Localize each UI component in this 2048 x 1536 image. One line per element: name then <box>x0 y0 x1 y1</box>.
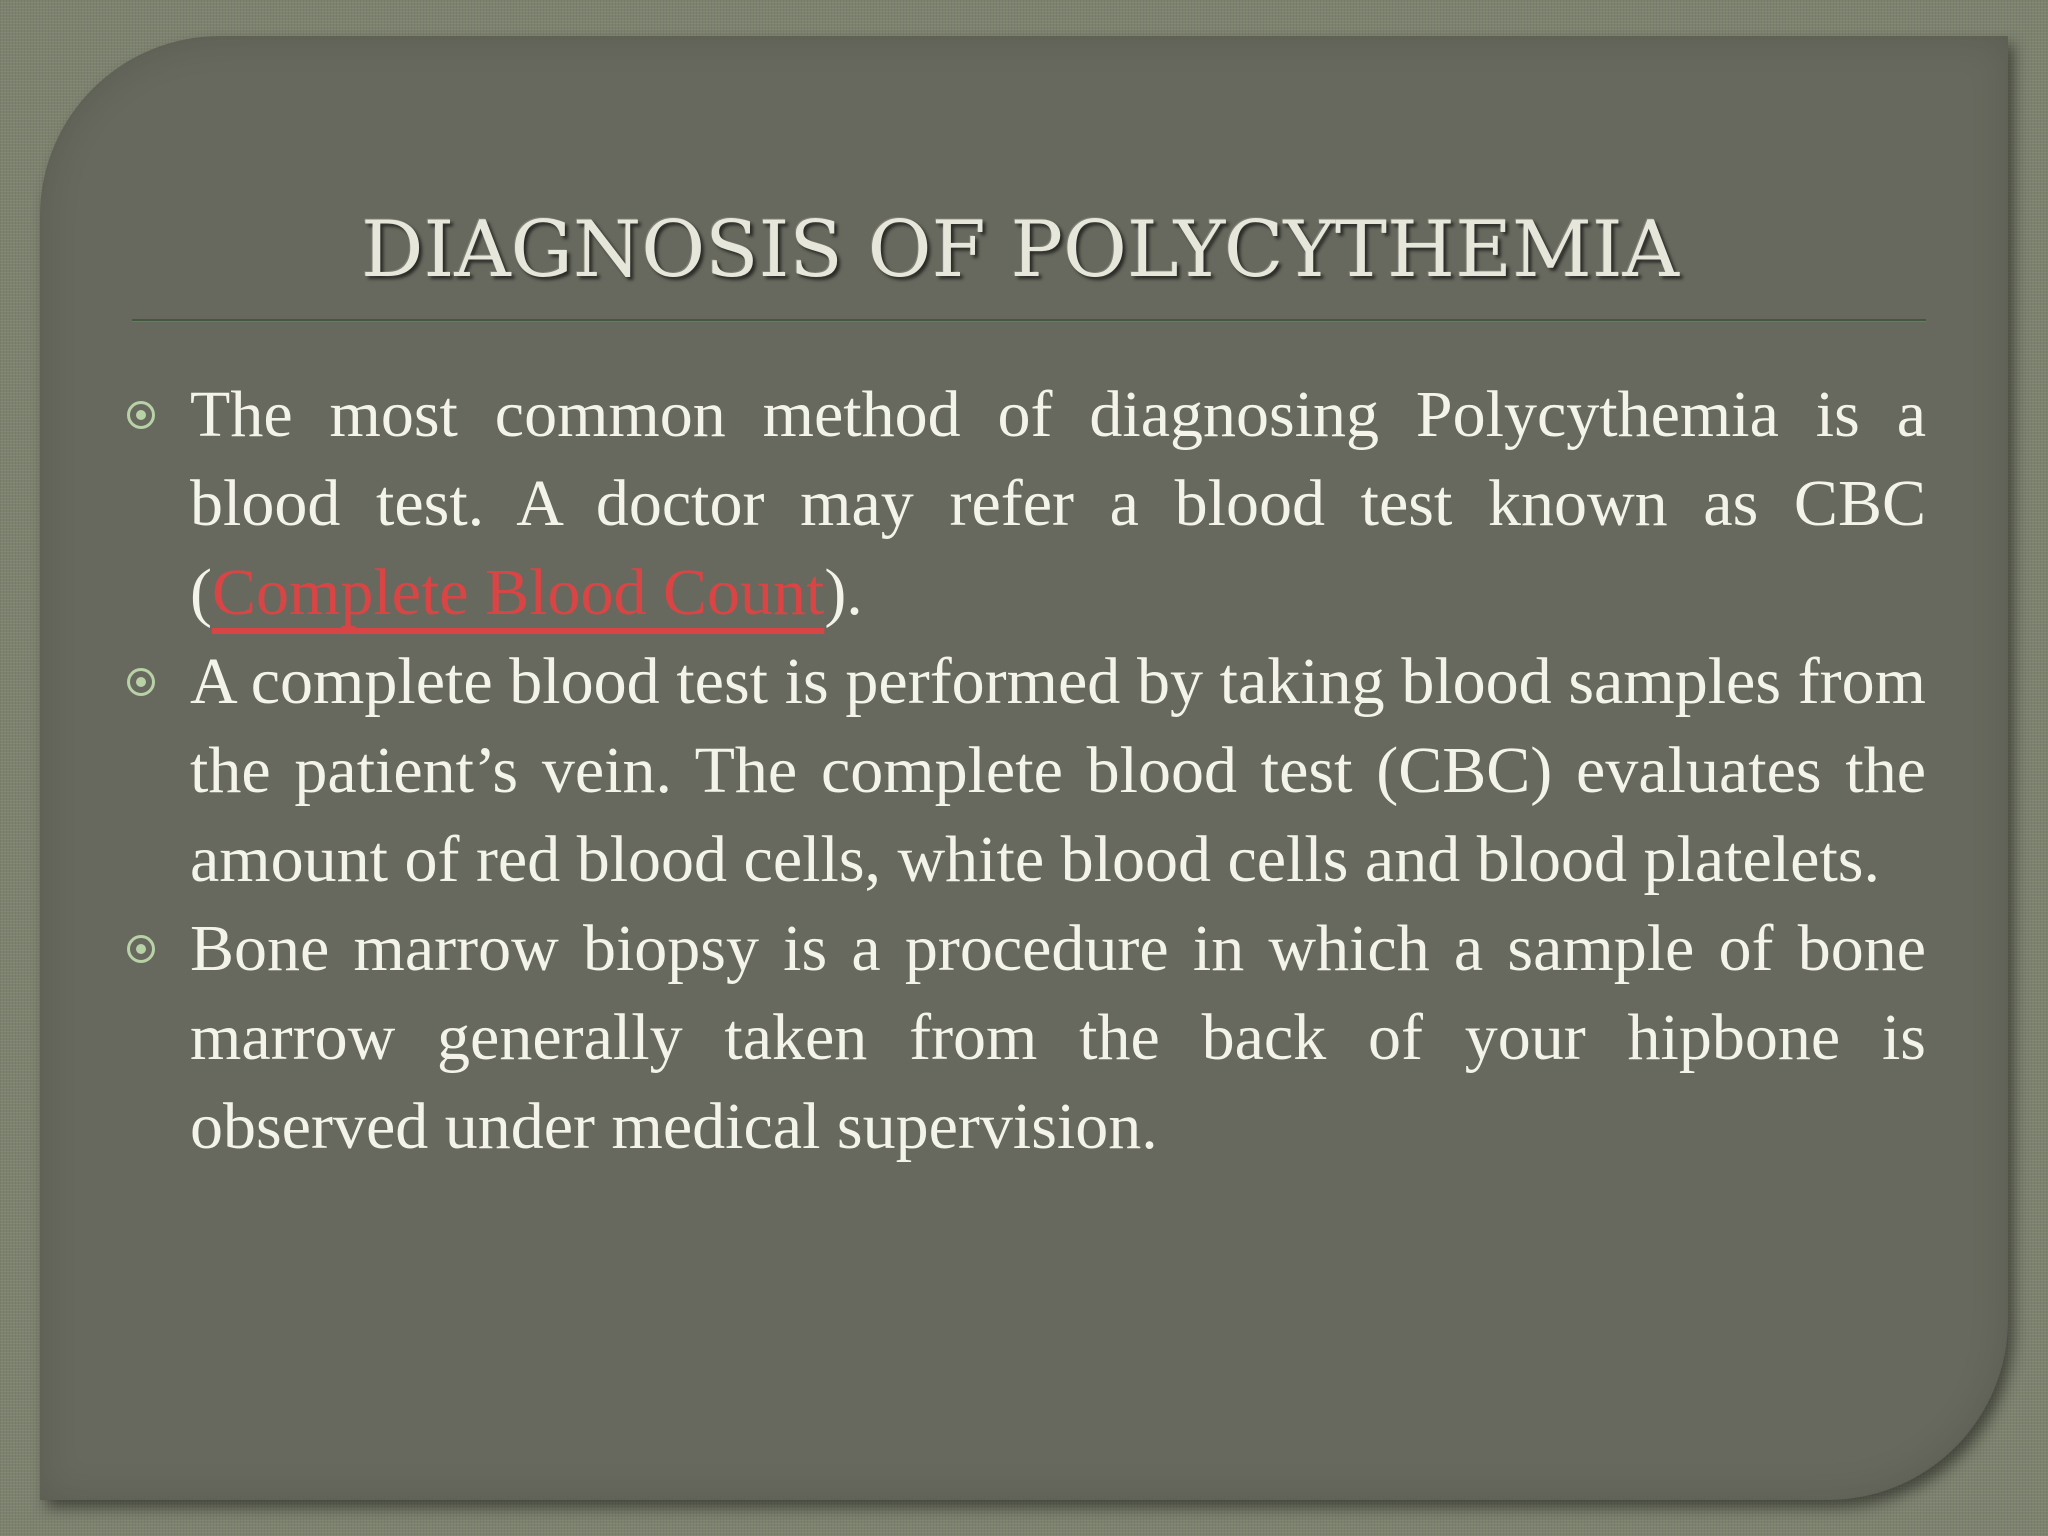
bullet-item-cbc-procedure <box>120 637 1926 904</box>
title-divider <box>132 319 1926 321</box>
bullet-text: A complete blood test is performed by taking blood samples from the patient’s vein. The complete blood test (CBC) evaluates the amount of red blood cells, white blood cells and blood platelets. <box>190 645 1926 896</box>
bullet-text-after-link: ). <box>824 556 863 629</box>
bullet-item-blood-test <box>120 370 1926 637</box>
bullet-text-before-link: The most common method of diagnosing Polycythemia is a blood test. A doctor may refer a blood test known as CBC ( <box>190 378 1926 629</box>
circle-dot-bullet-icon <box>127 668 155 696</box>
circle-dot-bullet-icon <box>127 401 155 429</box>
circle-dot-bullet-icon <box>127 935 155 963</box>
bullet-item-bone-marrow-biopsy <box>120 904 1926 1171</box>
bullet-list <box>120 370 1926 1171</box>
slide-title: DIAGNOSIS OF POLYCYTHEMIA <box>360 205 1680 295</box>
complete-blood-count-link[interactable]: Complete Blood Count <box>211 556 825 629</box>
bullet-text: Bone marrow biopsy is a procedure in which a sample of bone marrow generally taken from the back of your hipbone is observed under medical supervision. <box>190 912 1926 1163</box>
